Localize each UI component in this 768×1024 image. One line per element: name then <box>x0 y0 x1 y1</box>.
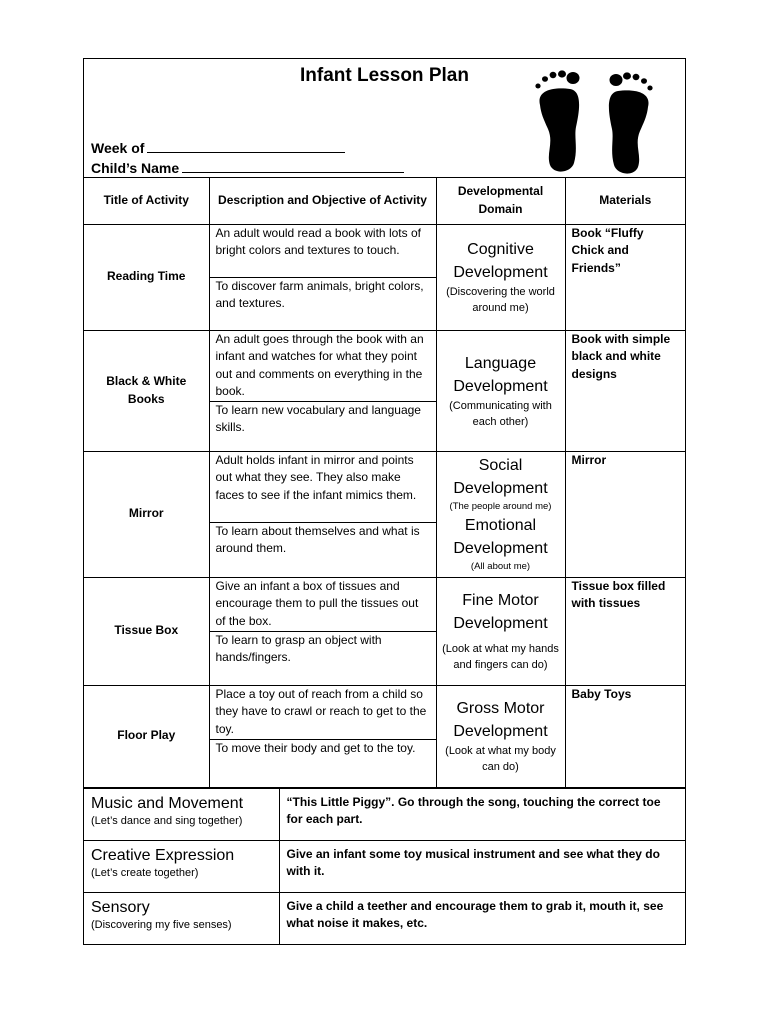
activity-objective: To learn to grasp an object with hands/fingers. <box>210 631 436 667</box>
activity-row-reading-time <box>84 224 685 330</box>
category-name: Creative Expression <box>91 846 235 864</box>
activity-objective: To move their body and get to the toy. <box>210 739 436 758</box>
activity-domain-cell <box>436 685 565 787</box>
activity-title: Reading Time <box>84 224 209 330</box>
activity-row-floor-play <box>84 685 685 787</box>
activity-domain-cell <box>436 224 565 330</box>
activity-row-mirror <box>84 451 685 577</box>
activity-domain-cell <box>436 451 565 577</box>
category-subtitle: (Let’s create together) <box>91 866 199 879</box>
category-name: Music and Movement <box>91 794 244 812</box>
activity-domain-cell <box>436 330 565 451</box>
activity-row-black-white-books <box>84 330 685 451</box>
week-of-field <box>91 139 345 156</box>
activity-materials: Book with simple black and white designs <box>565 330 685 451</box>
lesson-plan-sheet <box>83 58 686 945</box>
activity-domain-note: (Look at what my hands and fingers can do) <box>442 643 559 671</box>
activity-domain: Cognitive Development <box>453 241 548 281</box>
activity-domain: Gross Motor Development <box>453 700 548 740</box>
week-of-label: Week of <box>91 140 145 156</box>
activities-table <box>84 178 685 788</box>
lesson-plan-header <box>84 59 685 178</box>
activity-description-cell <box>209 224 436 330</box>
activity-description: An adult would read a book with lots of bright colors and textures to touch. <box>215 225 421 257</box>
activity-title: Black & White Books <box>84 330 209 451</box>
activity-description: An adult goes through the book with an infant and watches for what they point out and comments on everything in the book. <box>215 331 424 398</box>
categories-table <box>84 788 685 945</box>
week-of-blank[interactable] <box>147 139 345 153</box>
activity-row-tissue-box <box>84 577 685 685</box>
activity-description-cell <box>209 330 436 451</box>
column-header-description: Description and Objective of Activity <box>209 178 436 224</box>
activity-domain: Social Development <box>453 457 548 497</box>
activity-materials: Book “Fluffy Chick and Friends” <box>565 224 685 330</box>
activity-domain: Language Development <box>453 354 548 395</box>
category-name: Sensory <box>91 898 150 916</box>
activity-materials: Tissue box filled with tissues <box>565 577 685 685</box>
category-cell <box>84 788 279 840</box>
category-activity: Give a child a teether and encourage them to grab it, mouth it, see what noise it makes, etc. <box>279 892 685 944</box>
category-row-music <box>84 788 685 840</box>
child-name-label: Child’s Name <box>91 160 180 176</box>
child-name-blank[interactable] <box>182 159 404 173</box>
left-footprint-icon <box>535 70 579 171</box>
activity-title: Tissue Box <box>84 577 209 685</box>
activity-objective: To learn new vocabulary and language skills. <box>210 401 436 437</box>
right-footprint-icon <box>609 72 653 173</box>
activity-description-cell <box>209 577 436 685</box>
activity-description-cell <box>209 685 436 787</box>
activity-title: Mirror <box>84 451 209 577</box>
activity-objective: To learn about themselves and what is around them. <box>210 522 436 558</box>
activity-materials: Mirror <box>565 451 685 577</box>
page-title: Infant Lesson Plan <box>300 65 469 86</box>
column-header-title: Title of Activity <box>84 178 209 224</box>
column-header-domain: Developmental Domain <box>436 178 565 224</box>
category-activity: “This Little Piggy”. Go through the song, touching the correct toe for each part. <box>279 788 685 840</box>
category-subtitle: (Discovering my five senses) <box>91 918 232 931</box>
activity-domain-secondary: Emotional Development <box>453 517 548 557</box>
activity-objective: To discover farm animals, bright colors, and textures. <box>210 277 436 313</box>
category-row-sensory <box>84 892 685 944</box>
activity-description-cell <box>209 451 436 577</box>
activity-domain-secondary-note: (All about me) <box>470 561 531 572</box>
activities-header-row <box>84 178 685 224</box>
activity-domain-note: (Communicating with each other) <box>449 399 552 428</box>
activity-description: Place a toy out of reach from a child so they have to crawl or reach to get to the toy. <box>215 686 427 736</box>
activity-domain: Fine Motor Development <box>453 592 548 632</box>
activity-description: Give an infant a box of tissues and encourage them to pull the tissues out of the box. <box>215 578 419 628</box>
category-activity: Give an infant some toy musical instrument and see what they do with it. <box>279 840 685 892</box>
activity-materials: Baby Toys <box>565 685 685 787</box>
category-cell <box>84 892 279 944</box>
category-subtitle: (Let’s dance and sing together) <box>91 814 243 827</box>
activity-title: Floor Play <box>84 685 209 787</box>
activity-domain-cell <box>436 577 565 685</box>
activity-domain-note: (Look at what my body can do) <box>445 745 556 773</box>
category-cell <box>84 840 279 892</box>
column-header-materials: Materials <box>565 178 685 224</box>
footprints-icon <box>524 65 664 175</box>
activity-domain-note: (The people around me) <box>449 501 552 512</box>
child-name-field <box>91 159 404 176</box>
category-row-creative <box>84 840 685 892</box>
activity-description: Adult holds infant in mirror and points out what they see. They also make faces to see if the infant mimics them. <box>215 452 417 502</box>
activity-domain-note: (Discovering the world around me) <box>446 286 555 314</box>
